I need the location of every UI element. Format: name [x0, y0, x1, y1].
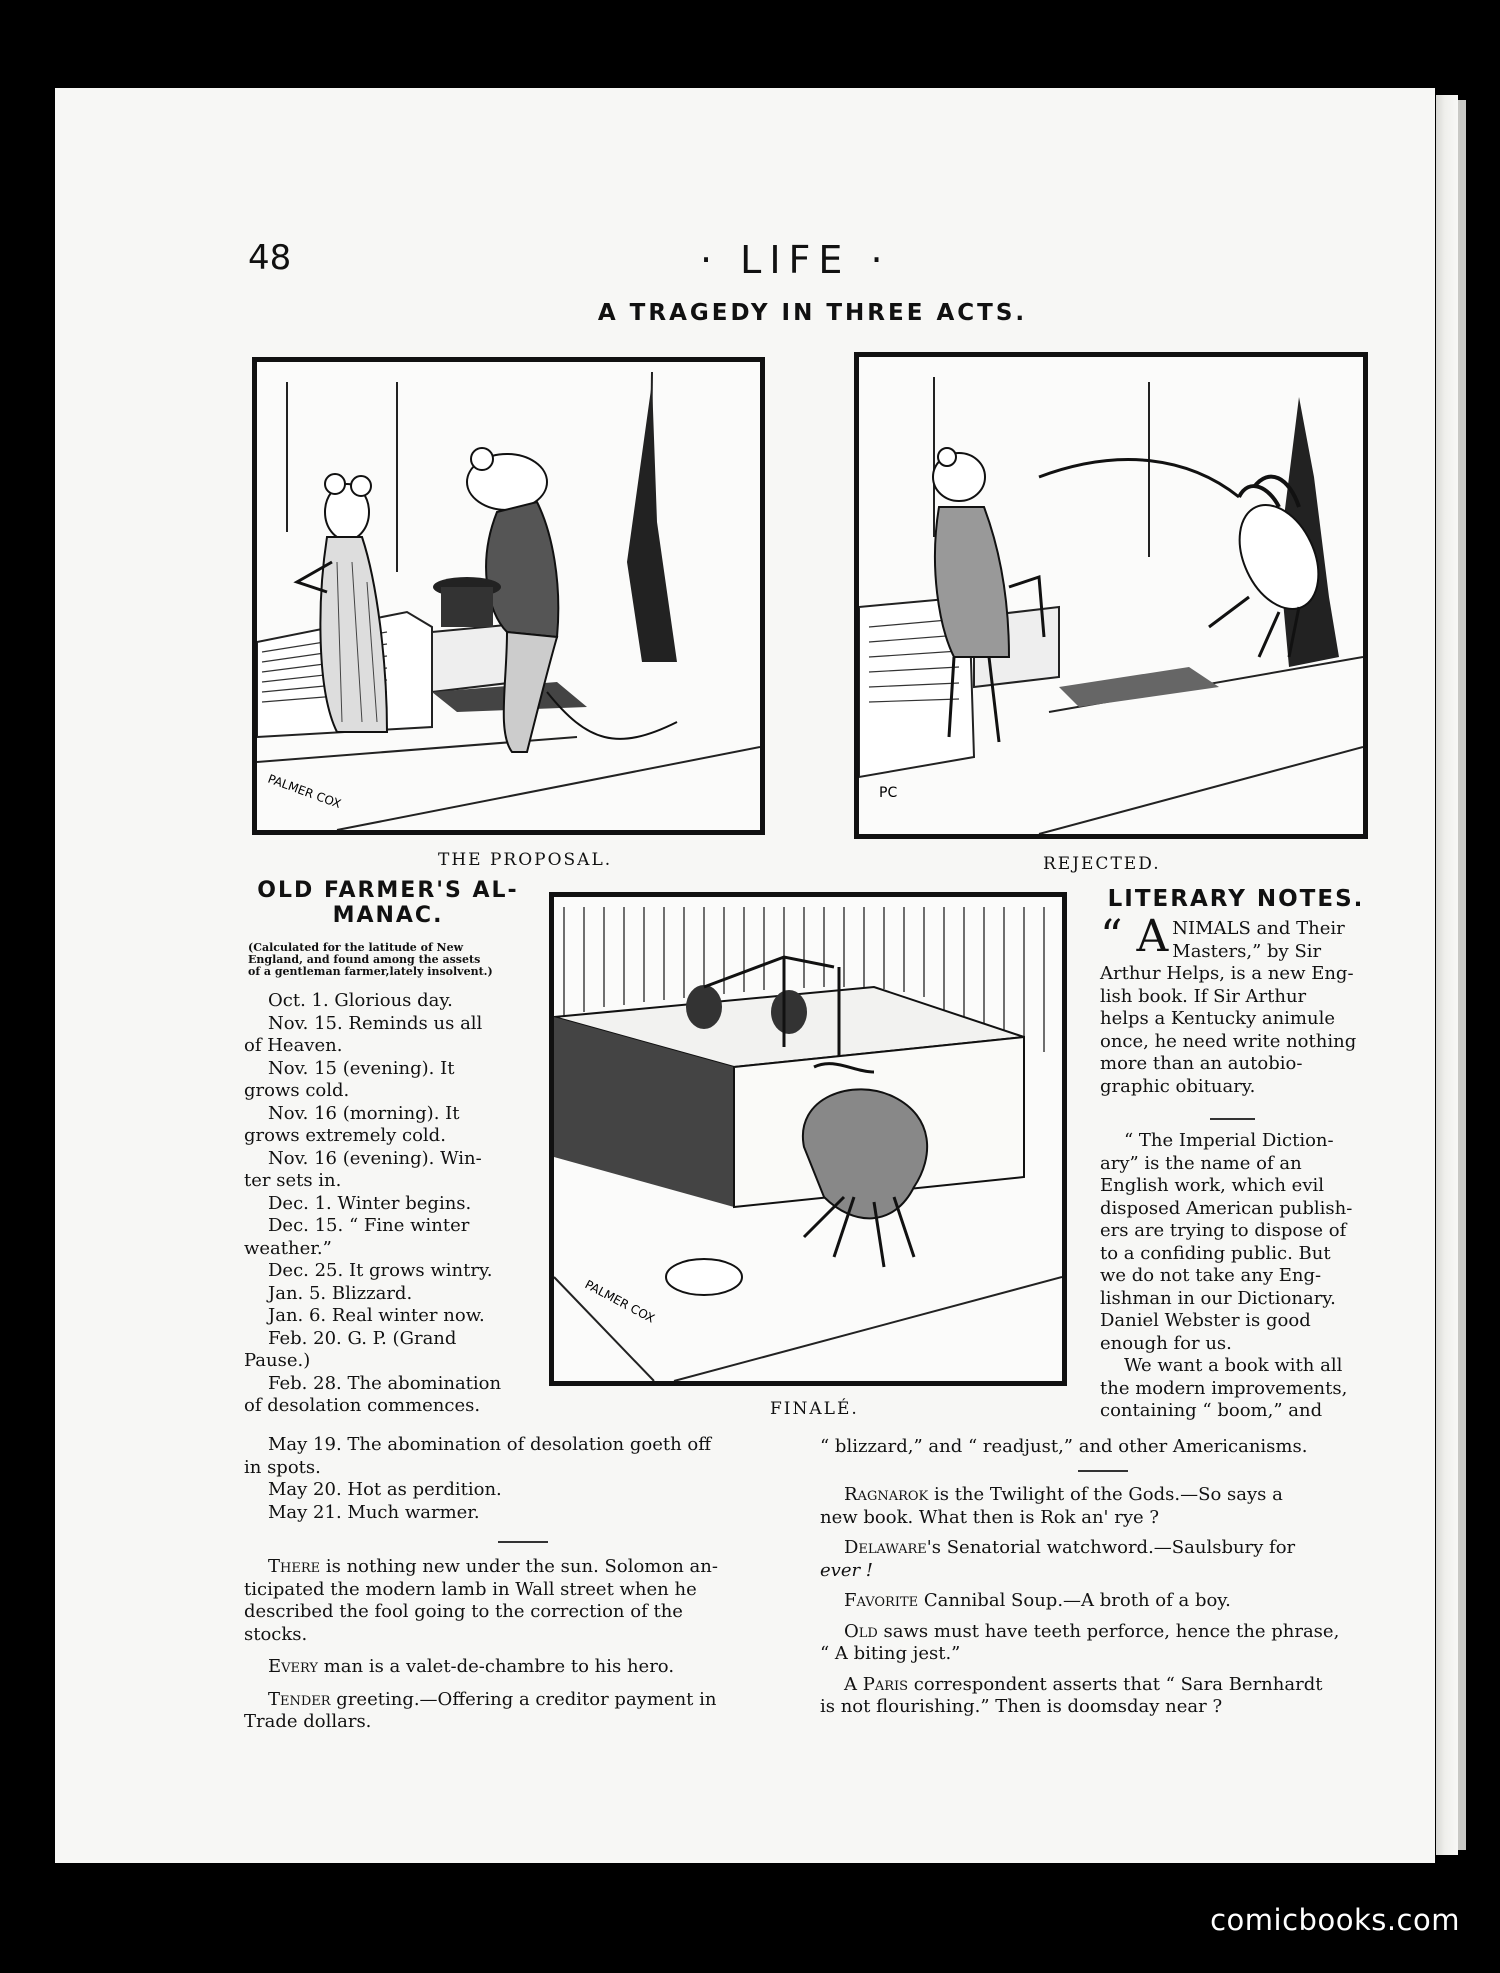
panel-finale [549, 892, 1067, 1386]
rejected-illustration [859, 357, 1363, 834]
almanac-wide-entries [244, 1434, 794, 1524]
paragraph-line: described the fool going to the correction of the [244, 1601, 683, 1622]
paragraph-lead: Every [268, 1656, 318, 1677]
almanac-entry: May 19. The abomination of desolation goeth off [268, 1434, 712, 1455]
literary-p1 [1100, 911, 1372, 1098]
paragraph-line: correspondent asserts that “ Sara Bernhardt [908, 1673, 1323, 1695]
literary-line: “ The Imperial Diction- [1124, 1130, 1334, 1151]
finale-caption: FINALÉ. [770, 1399, 859, 1419]
paragraph-line: Trade dollars. [244, 1711, 372, 1732]
literary-line: lishman in our Dictionary. [1100, 1287, 1336, 1309]
paragraph-line: is not flourishing.” Then is doomsday near ? [820, 1696, 1223, 1717]
literary-line: once, he need write nothing [1100, 1030, 1357, 1052]
literary-line: We want a book with all [1124, 1355, 1343, 1376]
finale-illustration [554, 897, 1062, 1381]
almanac-entry: Oct. 1. Glorious day. [268, 990, 453, 1011]
almanac-entry: weather.” [244, 1237, 332, 1259]
almanac-entry: Dec. 15. “ Fine winter [268, 1215, 470, 1236]
paragraph-line: is nothing new under the sun. Solomon an- [320, 1556, 718, 1577]
paragraph-line: stocks. [244, 1623, 308, 1645]
paragraph [820, 1621, 1372, 1666]
dropcap: “ A [1100, 911, 1169, 962]
paragraph-line: is the Twilight of the Gods.—So says a [928, 1484, 1283, 1505]
almanac-note-line: (Calculated for the latitude of New [248, 941, 464, 954]
masthead: · LIFE · [700, 238, 891, 282]
paragraph-line: Cannibal Soup.—A broth of a boy. [918, 1590, 1231, 1611]
left-paragraphs [244, 1556, 794, 1734]
almanac-entry: Jan. 5. Blizzard. [268, 1282, 413, 1304]
panel-rejected [854, 352, 1368, 839]
paragraph-line: ever ! [820, 1559, 874, 1581]
panel-proposal [252, 357, 765, 835]
paragraph-line: man is a valet-de-chambre to his hero. [318, 1656, 675, 1677]
paragraph [820, 1537, 1372, 1582]
literary-heading: LITERARY NOTES. [1107, 886, 1365, 912]
almanac-entry: Feb. 20. G. P. (Grand [268, 1327, 457, 1349]
paragraph-line: saws must have teeth perforce, hence the phrase, [877, 1620, 1340, 1642]
paragraph [244, 1689, 794, 1734]
rejected-signature: PC [879, 785, 898, 801]
literary-wide-line: “ blizzard,” and “ readjust,” and other Americanisms. [820, 1436, 1308, 1457]
paragraph-line: new book. What then is Rok an' rye ? [820, 1506, 1160, 1528]
literary-line: we do not take any Eng- [1100, 1265, 1322, 1286]
almanac-heading-line: OLD FARMER'S AL- [257, 878, 519, 903]
paragraph-lead: There [268, 1556, 321, 1577]
almanac-entry: of Heaven. [244, 1035, 343, 1056]
almanac-entry: Feb. 28. The abomination [268, 1372, 502, 1394]
finale-signature: PALMER COX [582, 1277, 657, 1326]
proposal-caption: THE PROPOSAL. [438, 850, 613, 870]
page-title: A TRAGEDY IN THREE ACTS. [597, 300, 1028, 326]
literary-line: Arthur Helps, is a new Eng- [1100, 963, 1354, 984]
paragraph-line: 's Senatorial watchword.—Saulsbury for [926, 1537, 1296, 1558]
paragraph [820, 1674, 1372, 1719]
almanac-entry: of desolation commences. [244, 1395, 481, 1416]
literary-line: helps a Kentucky animule [1100, 1008, 1336, 1029]
proposal-signature: PALMER COX [265, 771, 343, 812]
almanac-entry: ter sets in. [244, 1170, 342, 1191]
almanac-entry: Dec. 1. Winter begins. [268, 1192, 472, 1214]
paragraph [244, 1656, 794, 1679]
literary-line: ary” is the name of an [1100, 1152, 1302, 1174]
almanac-heading-line: MANAC. [332, 903, 444, 928]
literary-line: English work, which evil [1100, 1175, 1325, 1196]
literary-line: more than an autobio- [1100, 1053, 1303, 1074]
paragraph-lead: Delaware [844, 1537, 927, 1558]
literary-line: Daniel Webster is good [1100, 1310, 1311, 1331]
separator [1210, 1118, 1255, 1120]
paragraph [820, 1590, 1372, 1613]
almanac-entry: Jan. 6. Real winter now. [268, 1305, 485, 1326]
paragraph-line: “ A biting jest.” [820, 1643, 961, 1664]
almanac-entry: Pause.) [244, 1350, 311, 1371]
almanac-entries [244, 990, 519, 1418]
literary-line: containing “ boom,” and [1100, 1400, 1323, 1421]
literary-line: the modern improvements, [1100, 1377, 1348, 1399]
literary-line: NIMALS and Their [1172, 918, 1345, 939]
paragraph [820, 1484, 1372, 1529]
almanac-heading [248, 878, 528, 928]
literary-line: ers are trying to dispose of [1100, 1220, 1347, 1241]
almanac-entry: Nov. 15 (evening). It [268, 1057, 455, 1079]
paragraph-lead: Ragnarok [844, 1484, 929, 1505]
paragraph-line: greeting.—Offering a creditor payment in [330, 1688, 717, 1710]
paragraph [244, 1556, 794, 1646]
paragraph-lead: Old [844, 1620, 878, 1642]
right-paragraphs [820, 1484, 1372, 1719]
rejected-caption: REJECTED. [1043, 854, 1161, 874]
literary-line: lish book. If Sir Arthur [1100, 985, 1307, 1007]
literary-p2 [1100, 1130, 1372, 1423]
literary-line: enough for us. [1100, 1332, 1232, 1354]
almanac-entry: Nov. 16 (morning). It [268, 1102, 460, 1124]
page-edge-shadow [1458, 100, 1466, 1850]
almanac-entry: May 20. Hot as perdition. [268, 1479, 502, 1500]
almanac-entry: May 21. Much warmer. [268, 1501, 480, 1523]
separator [498, 1541, 548, 1543]
page-edge [1436, 95, 1458, 1855]
almanac-note [248, 942, 520, 978]
almanac-entry: in spots. [244, 1456, 321, 1478]
paragraph-lead: A Paris [844, 1673, 909, 1695]
paragraph-lead: Tender [268, 1688, 331, 1710]
almanac-note-line: of a gentleman farmer,lately insolvent.) [248, 965, 493, 978]
paragraph-lead: Favorite [844, 1590, 919, 1611]
separator [1078, 1470, 1128, 1472]
almanac-note-line: England, and found among the assets [248, 953, 481, 966]
almanac-entry: Dec. 25. It grows wintry. [268, 1260, 493, 1281]
almanac-entry: Nov. 15. Reminds us all [268, 1012, 483, 1034]
proposal-illustration [257, 362, 760, 830]
literary-line: graphic obituary. [1100, 1075, 1256, 1097]
watermark: comicbooks.com [1210, 1903, 1460, 1937]
literary-line: Masters,” by Sir [1172, 940, 1322, 962]
paragraph-line: ticipated the modern lamb in Wall street when he [244, 1578, 697, 1600]
literary-line: to a confiding public. But [1100, 1242, 1331, 1264]
almanac-entry: Nov. 16 (evening). Win- [268, 1147, 482, 1169]
almanac-entry: grows cold. [244, 1080, 350, 1101]
literary-line: disposed American publish- [1100, 1197, 1353, 1219]
page-number: 48 [248, 238, 292, 278]
almanac-entry: grows extremely cold. [244, 1125, 446, 1146]
